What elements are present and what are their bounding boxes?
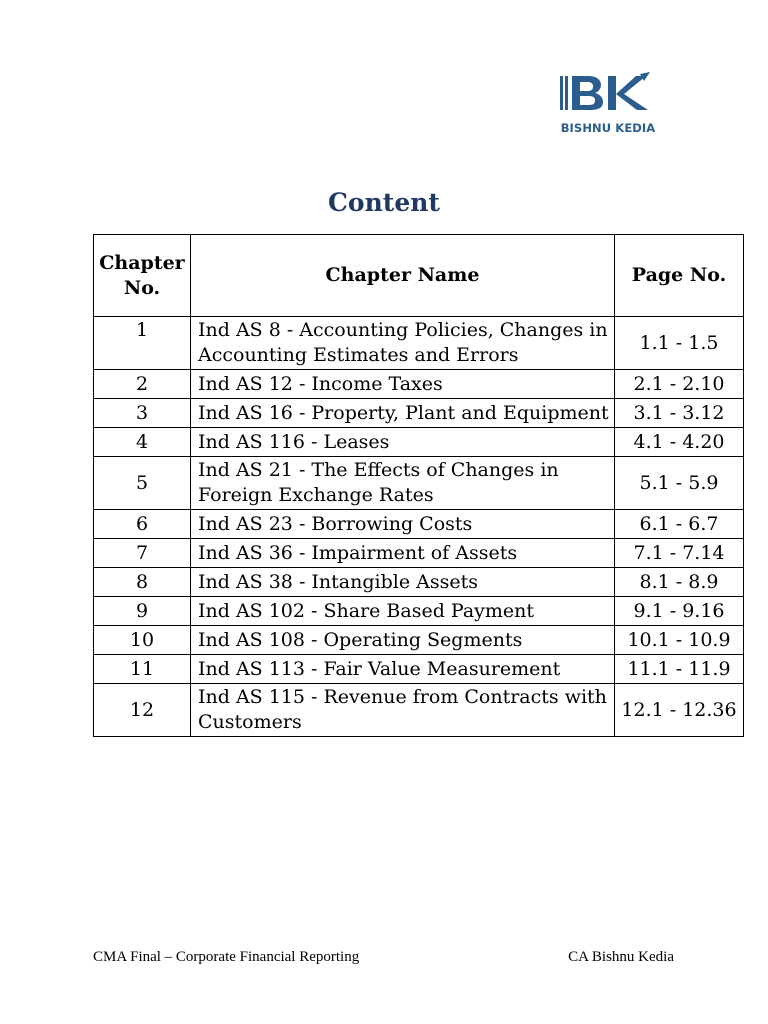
table-row — [94, 626, 744, 655]
chapter-number: 11 — [94, 655, 191, 684]
chapter-number: 7 — [94, 539, 191, 568]
table-row — [94, 370, 744, 399]
chapter-name: Ind AS 115 - Revenue from Contracts with Customers — [191, 684, 615, 737]
header-chapter-no: Chapter No. — [94, 235, 191, 317]
table-row — [94, 317, 744, 370]
table-row — [94, 655, 744, 684]
chapter-name: Ind AS 16 - Property, Plant and Equipment — [191, 399, 615, 428]
page-range: 11.1 - 11.9 — [615, 655, 744, 684]
footer-author: CA Bishnu Kedia — [568, 949, 674, 965]
chapter-name: Ind AS 8 - Accounting Policies, Changes in Accounting Estimates and Errors — [191, 317, 615, 370]
table-row — [94, 597, 744, 626]
chapter-name: Ind AS 108 - Operating Segments — [191, 626, 615, 655]
chapter-number: 9 — [94, 597, 191, 626]
chapter-name: Ind AS 21 - The Effects of Changes in Foreign Exchange Rates — [191, 457, 615, 510]
header-chapter-name: Chapter Name — [191, 235, 615, 317]
chapter-name: Ind AS 113 - Fair Value Measurement — [191, 655, 615, 684]
logo-caption: BISHNU KEDIA — [560, 121, 656, 135]
table-header-row — [94, 235, 744, 317]
page-range: 4.1 - 4.20 — [615, 428, 744, 457]
page-range: 10.1 - 10.9 — [615, 626, 744, 655]
table-row — [94, 539, 744, 568]
chapter-number: 1 — [94, 317, 191, 370]
chapter-number: 6 — [94, 510, 191, 539]
table-row — [94, 510, 744, 539]
chapter-name: Ind AS 36 - Impairment of Assets — [191, 539, 615, 568]
table-row — [94, 399, 744, 428]
chapter-name: Ind AS 38 - Intangible Assets — [191, 568, 615, 597]
chapter-number: 10 — [94, 626, 191, 655]
page-range: 6.1 - 6.7 — [615, 510, 744, 539]
table-row — [94, 568, 744, 597]
chapter-number: 8 — [94, 568, 191, 597]
table-row — [94, 457, 744, 510]
footer-course-title: CMA Final – Corporate Financial Reporting — [93, 949, 360, 965]
bishnu-kedia-logo — [556, 72, 660, 138]
page-title: Content — [328, 188, 440, 217]
chapter-name: Ind AS 116 - Leases — [191, 428, 615, 457]
bk-logo-mark — [556, 72, 660, 122]
page-range: 9.1 - 9.16 — [615, 597, 744, 626]
contents-table — [93, 234, 744, 737]
header-page-no: Page No. — [615, 235, 744, 317]
page-range: 8.1 - 8.9 — [615, 568, 744, 597]
chapter-number: 5 — [94, 457, 191, 510]
page-range: 1.1 - 1.5 — [615, 317, 744, 370]
chapter-number: 12 — [94, 684, 191, 737]
table-row — [94, 428, 744, 457]
page-range: 2.1 - 2.10 — [615, 370, 744, 399]
chapter-number: 2 — [94, 370, 191, 399]
page-range: 5.1 - 5.9 — [615, 457, 744, 510]
chapter-name: Ind AS 23 - Borrowing Costs — [191, 510, 615, 539]
chapter-name: Ind AS 102 - Share Based Payment — [191, 597, 615, 626]
page-range: 12.1 - 12.36 — [615, 684, 744, 737]
page-range: 3.1 - 3.12 — [615, 399, 744, 428]
chapter-number: 3 — [94, 399, 191, 428]
table-row — [94, 684, 744, 737]
page-range: 7.1 - 7.14 — [615, 539, 744, 568]
chapter-name: Ind AS 12 - Income Taxes — [191, 370, 615, 399]
chapter-number: 4 — [94, 428, 191, 457]
